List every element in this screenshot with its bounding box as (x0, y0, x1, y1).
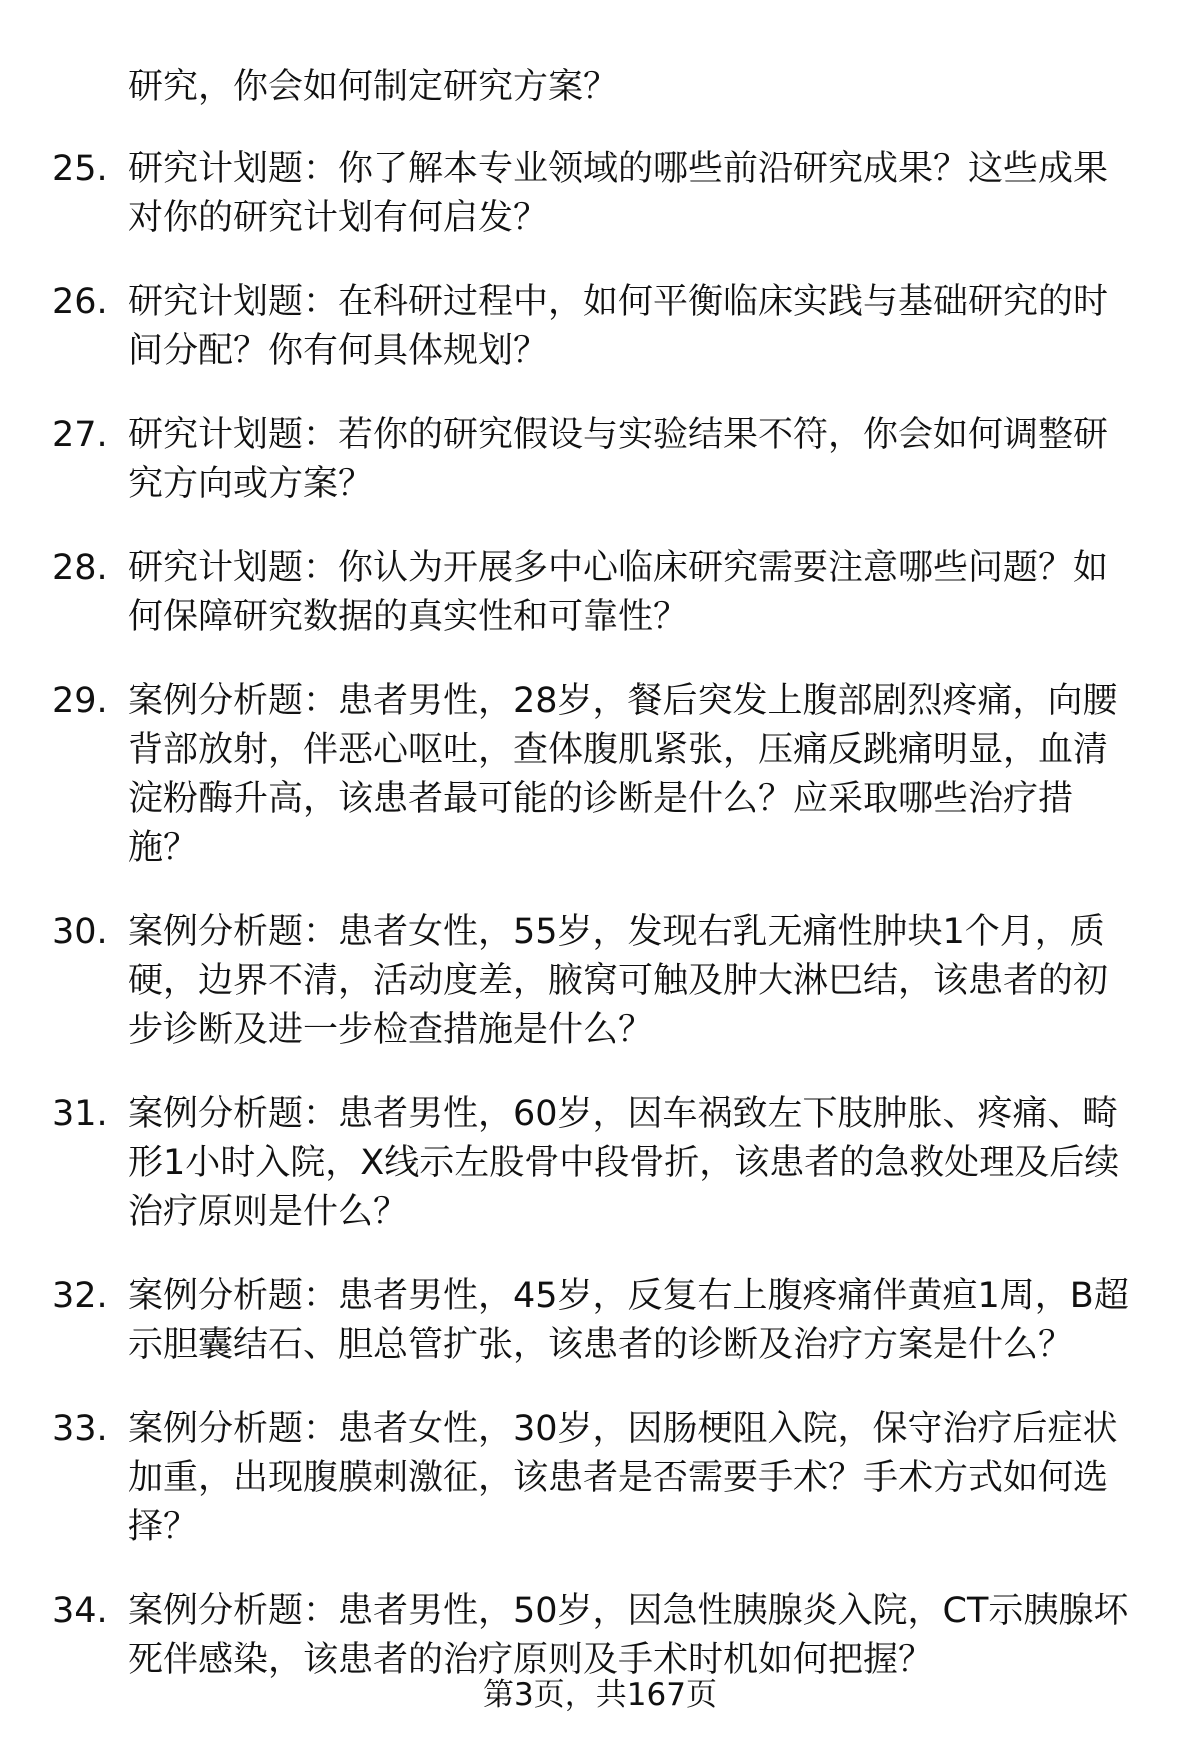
question-number: 32. (52, 1276, 108, 1316)
question-item (0, 544, 1200, 642)
question-number: 26. (52, 282, 108, 322)
question-text (128, 677, 1200, 873)
question-text-line: 研究计划题：你认为开展多中心临床研究需要注意哪些问题？如 (128, 548, 1109, 588)
question-text (128, 1405, 1200, 1552)
page-number: 第3页，共167页 (483, 1677, 717, 1713)
question-item (0, 411, 1200, 509)
question-item (0, 1090, 1200, 1237)
question-text-line: 案例分析题：患者男性，60岁，因车祸致左下肢肿胀、疼痛、畸 (128, 1094, 1118, 1134)
question-text-line: 施？ (128, 828, 199, 868)
question-text-line: 治疗原则是什么？ (128, 1192, 409, 1232)
question-text (128, 145, 1200, 243)
question-number: 31. (52, 1094, 108, 1134)
question-item (0, 1272, 1200, 1370)
question-text (128, 1587, 1200, 1685)
question-text-line: 形1小时入院，X线示左股骨中段骨折，该患者的急救处理及后续 (128, 1143, 1120, 1183)
question-item (0, 1405, 1200, 1552)
question-text (128, 1272, 1200, 1370)
question-number: 29. (52, 681, 108, 721)
question-item (0, 145, 1200, 243)
question-text-line: 硬，边界不清，活动度差，腋窝可触及肿大淋巴结，该患者的初 (128, 961, 1109, 1001)
question-number: 34. (52, 1591, 108, 1631)
question-text-line: 择？ (128, 1507, 199, 1547)
question-text-line: 案例分析题：患者女性，30岁，因肠梗阻入院，保守治疗后症状 (128, 1409, 1118, 1449)
question-number: 27. (52, 415, 108, 455)
question-text-line: 加重，出现腹膜刺激征，该患者是否需要手术？手术方式如何选 (128, 1458, 1109, 1498)
question-item (0, 908, 1200, 1055)
question-text-line: 案例分析题：患者男性，45岁，反复右上腹疼痛伴黄疸1周，B超 (128, 1276, 1129, 1316)
question-text (128, 908, 1200, 1055)
question-item (0, 1587, 1200, 1685)
question-text (128, 544, 1200, 642)
question-text-line: 何保障研究数据的真实性和可靠性？ (128, 597, 689, 637)
question-text-line: 背部放射，伴恶心呕吐，查体腹肌紧张，压痛反跳痛明显，血清 (128, 730, 1109, 770)
continued-question-text: 研究，你会如何制定研究方案？ (128, 67, 619, 107)
question-text-line: 研究计划题：你了解本专业领域的哪些前沿研究成果？这些成果 (128, 149, 1109, 189)
question-item (0, 278, 1200, 376)
question-number: 28. (52, 548, 108, 588)
question-text-line: 研究计划题：在科研过程中，如何平衡临床实践与基础研究的时 (128, 282, 1109, 322)
question-number: 25. (52, 149, 108, 189)
question-list (0, 145, 1200, 1720)
question-text-line: 究方向或方案？ (128, 464, 374, 504)
question-text-line: 死伴感染，该患者的治疗原则及手术时机如何把握？ (128, 1640, 934, 1680)
question-text (128, 411, 1200, 509)
question-text-line: 案例分析题：患者女性，55岁，发现右乳无痛性肿块1个月，质 (128, 912, 1105, 952)
question-text-line: 研究计划题：若你的研究假设与实验结果不符，你会如何调整研 (128, 415, 1109, 455)
question-text-line: 示胆囊结石、胆总管扩张，该患者的诊断及治疗方案是什么？ (128, 1325, 1074, 1365)
question-text (128, 1090, 1200, 1237)
question-text-line: 案例分析题：患者男性，28岁，餐后突发上腹部剧烈疼痛，向腰 (128, 681, 1118, 721)
question-text (128, 278, 1200, 376)
question-number: 33. (52, 1409, 108, 1449)
question-text-line: 对你的研究计划有何启发？ (128, 198, 549, 238)
question-text-line: 淀粉酶升高，该患者最可能的诊断是什么？应采取哪些治疗措 (128, 779, 1074, 819)
question-text-line: 间分配？你有何具体规划？ (128, 331, 549, 371)
question-number: 30. (52, 912, 108, 952)
question-text-line: 步诊断及进一步检查措施是什么？ (128, 1010, 654, 1050)
question-item (0, 677, 1200, 873)
question-text-line: 案例分析题：患者男性，50岁，因急性胰腺炎入院，CT示胰腺坏 (128, 1591, 1129, 1631)
